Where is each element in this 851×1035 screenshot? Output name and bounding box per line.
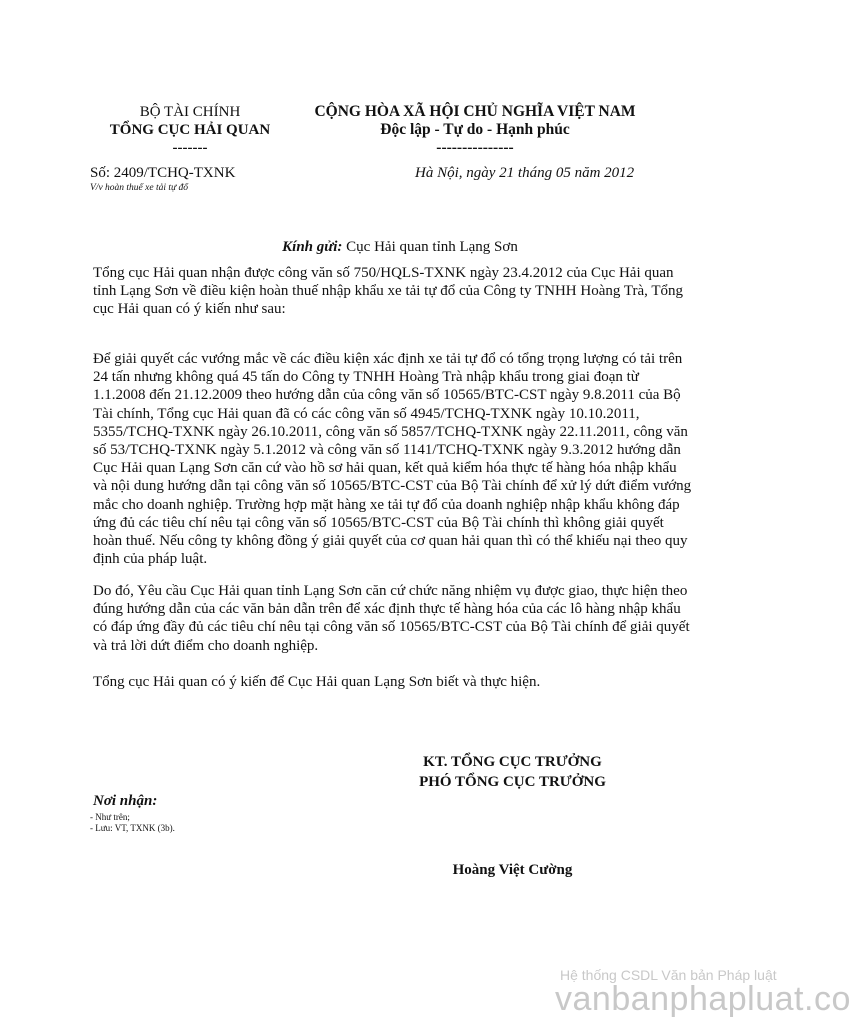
body-paragraph-1: Tổng cục Hải quan nhận được công văn số 750/HQLS-TXNK ngày 23.4.2012 của Cục Hải quan tỉnh Lạng Sơn về điều kiện hoàn thuế nhập khẩu xe tải tự đổ của Công ty TNHH Hoàng Trà, Tổng cục Hải quan có ý kiến như sau:: [93, 265, 684, 318]
national-header: [290, 103, 660, 157]
body-paragraph-3: Do đó, Yêu cầu Cục Hải quan tỉnh Lạng Sơn căn cứ chức năng nhiệm vụ được giao, thực hiện theo đúng hướng dẫn của các văn bản dẫn trên để xác định thực tế hàng hóa của các lô hàng nhập khẩu có đáp ứng đầy đủ các tiêu chí nêu tại công văn số 10565/BTC-CST của Bộ Tài chính để giải quyết và trả lời dứt điểm cho doanh nghiệp.: [93, 583, 690, 654]
issuer-block: [90, 103, 290, 157]
signature-titles: [370, 752, 655, 792]
recipient-name: Cục Hải quan tỉnh Lạng Sơn: [346, 239, 518, 255]
signer-name: Hoàng Việt Cường: [452, 862, 573, 878]
signature-title-1: KT. TỔNG CỤC TRƯỞNG: [423, 754, 602, 770]
body-paragraph-4: Tổng cục Hải quan có ý kiến để Cục Hải quan Lạng Sơn biết và thực hiện.: [93, 674, 541, 690]
national-motto: Độc lập - Tự do - Hạnh phúc: [380, 121, 570, 138]
watermark-caption: Hệ thống CSDL Văn bản Pháp luật: [560, 967, 777, 983]
document-number: Số: 2409/TCHQ-TXNK: [90, 165, 236, 181]
ministry-name: BỘ TÀI CHÍNH: [139, 104, 241, 120]
motto-rule: ---------------: [436, 139, 514, 156]
signature-title-2: PHÓ TỔNG CỤC TRƯỞNG: [419, 774, 606, 790]
recipients-item: - Như trên;: [90, 812, 130, 822]
watermark-site: vanbanphapluat.co: [555, 980, 851, 1018]
agency-name: TỔNG CỤC HẢI QUAN: [109, 122, 271, 138]
recipient-line: [0, 238, 800, 256]
nation-name: CỘNG HÒA XÃ HỘI CHỦ NGHĨA VIỆT NAM: [314, 103, 636, 120]
recipient-label: Kính gửi:: [282, 239, 343, 255]
recipients-heading: Nơi nhận:: [93, 793, 158, 809]
agency-rule: -------: [172, 140, 208, 156]
place-date: Hà Nội, ngày 21 tháng 05 năm 2012: [415, 165, 635, 181]
document-subject: V/v hoàn thuế xe tải tự đổ: [90, 183, 189, 193]
recipients-item: - Lưu: VT, TXNK (3b).: [90, 823, 175, 833]
body-paragraph-2: Để giải quyết các vướng mắc về các điều kiện xác định xe tải tự đổ có tổng trọng lượng có tải trên 24 tấn nhưng không quá 45 tấn do Công ty TNHH Hoàng Trà nhập khẩu trong giai đoạn từ 1.1.2008 đến 21.12.2009 theo hướng dẫn của công văn số 10565/BTC-CST ngày 9.8.2011 của Bộ Tài chính, Tổng cục Hải quan đã có các công văn số 4945/TCHQ-TXNK ngày 10.10.2011, 5355/TCHQ-TXNK ngày 26.10.2011, công văn số 5857/TCHQ-TXNK ngày 22.11.2011, công văn số 53/TCHQ-TXNK ngày 5.1.2012 và công văn số 1141/TCHQ-TXNK ngày 9.3.2012 hướng dẫn Cục Hải quan Lạng Sơn căn cứ vào hồ sơ hải quan, kết quả kiểm hóa thực tế hàng hóa nhập khẩu và nội dung hướng dẫn tại công văn số 10565/BTC-CST của Bộ Tài chính để xử lý dứt điểm vướng mắc cho doanh nghiệp. Trường hợp mặt hàng xe tải tự đổ của doanh nghiệp nhập khẩu không đáp ứng đủ các tiêu chí nêu tại công văn số 10565/BTC-CST của Bộ Tài chính thì không giải quyết hoàn thuế. Nếu công ty không đồng ý giải quyết của cơ quan hải quan thì có thể khiếu nại theo quy định của pháp luật.: [93, 351, 692, 568]
